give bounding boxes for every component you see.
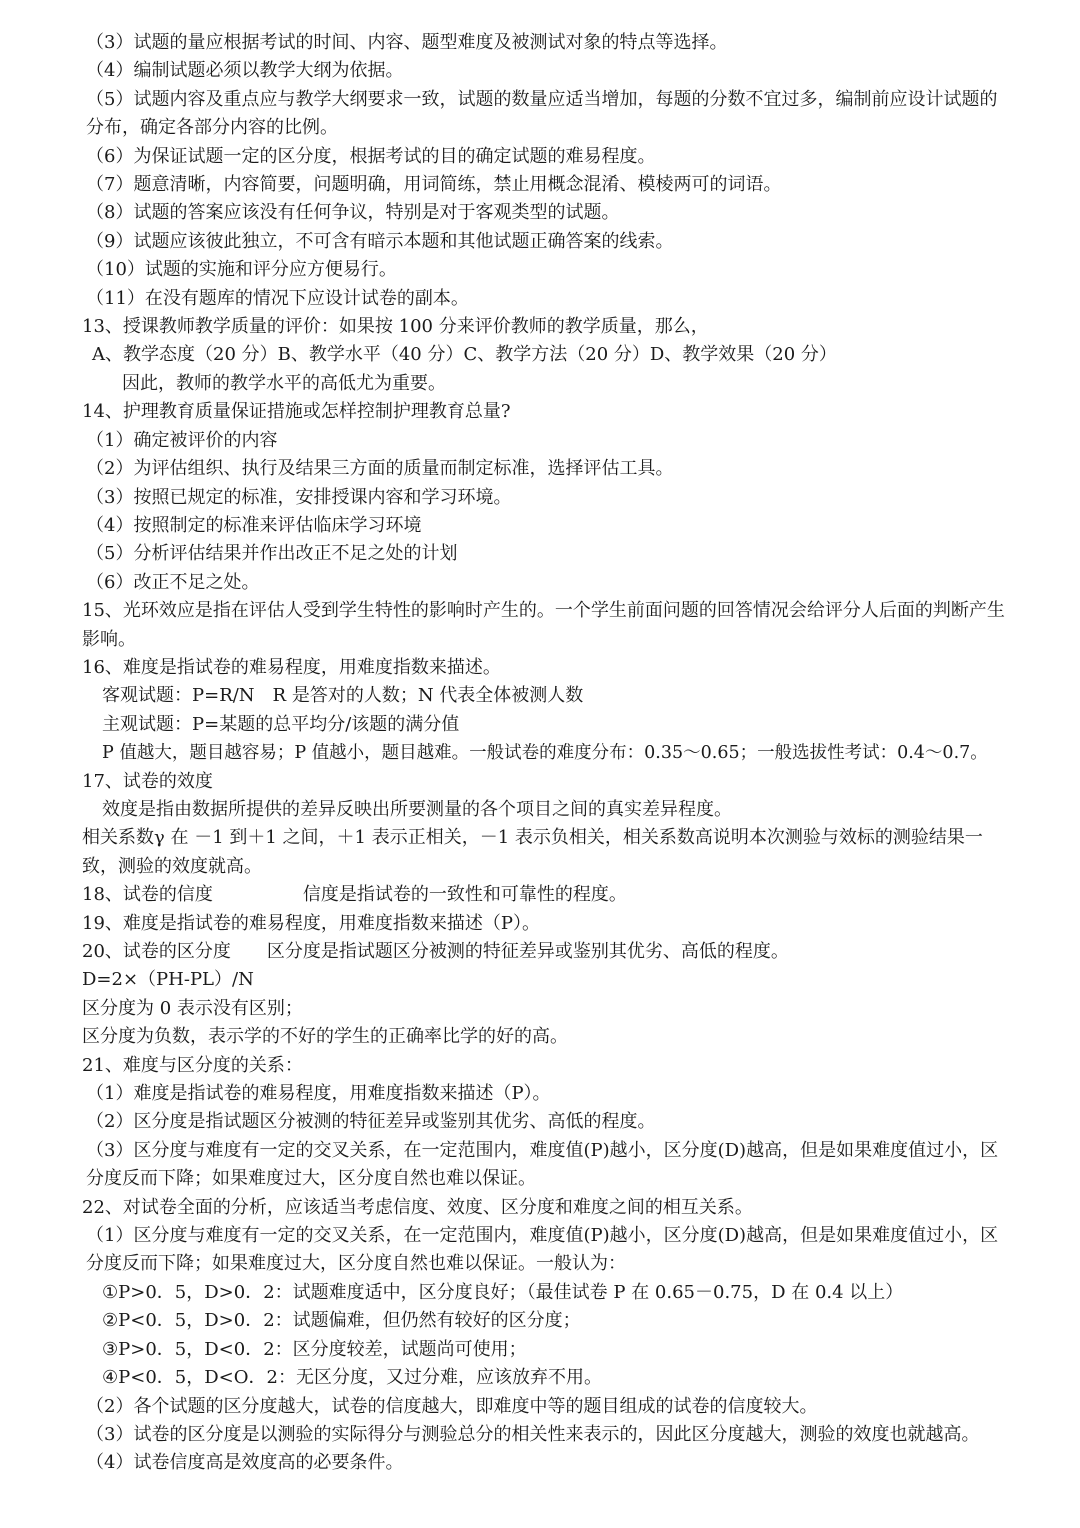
text-line: （1）区分度与难度有一定的交叉关系，在一定范围内，难度值(P)越小，区分度(D)越高，但是如果难度值过小，区分度反而下降；如果难度过大，区分度自然也难以保证。一般认为： bbox=[86, 1225, 999, 1275]
text-line: 21、难度与区分度的关系： bbox=[82, 1054, 303, 1076]
text-line: 区分度为 0 表示没有区别； bbox=[82, 997, 303, 1019]
text-line: （4）按照制定的标准来评估临床学习环境 bbox=[86, 514, 422, 536]
text-line: （4）试卷信度高是效度高的必要条件。 bbox=[86, 1452, 404, 1474]
text-line: 16、难度是指试卷的难易程度，用难度指数来描述。 bbox=[82, 656, 501, 678]
text-line: （4）编制试题必须以教学大纲为依据。 bbox=[86, 60, 404, 82]
text-line: （6）为保证试题一定的区分度，根据考试的目的确定试题的难易程度。 bbox=[86, 145, 656, 167]
text-line: （6）改正不足之处。 bbox=[86, 571, 260, 593]
text-line: 20、试卷的区分度 区分度是指试题区分被测的特征差异或鉴别其优劣、高低的程度。 bbox=[82, 941, 789, 962]
text-line: 13、授课教师教学质量的评价：如果按 100 分来评价教师的教学质量，那么， bbox=[82, 316, 709, 338]
text-line: （2）各个试题的区分度越大，试卷的信度越大，即难度中等的题目组成的试卷的信度较大。 bbox=[86, 1395, 818, 1417]
text-line: （2）为评估组织、执行及结果三方面的质量而制定标准，选择评估工具。 bbox=[86, 458, 674, 480]
text-line: （10）试题的实施和评分应方便易行。 bbox=[86, 259, 397, 281]
text-line: ②P<0．5，D>0．2：试题偏难，但仍然有较好的区分度； bbox=[102, 1310, 581, 1332]
text-line: 14、护理教育质量保证措施或怎样控制护理教育总量? bbox=[82, 401, 511, 423]
text-line: （5）分析评估结果并作出改正不足之处的计划 bbox=[86, 543, 458, 565]
text-line: 区分度为负数，表示学的不好的学生的正确率比学的好的高。 bbox=[82, 1026, 568, 1048]
text-line: 18、试卷的信度 信度是指试卷的一致性和可靠性的程度。 bbox=[82, 884, 627, 906]
text-line: P 值越大，题目越容易；P 值越小，题目越难。一般试卷的难度分布：0.35～0.65；一般选拔性考试：0.4～0.7。 bbox=[102, 743, 988, 764]
text-line: （8）试题的答案应该没有任何争议，特别是对于客观类型的试题。 bbox=[86, 202, 620, 224]
text-line: 效度是指由数据所提供的差异反映出所要测量的各个项目之间的真实差异程度。 bbox=[102, 798, 732, 820]
text-line: 相关系数γ 在 －1 到＋1 之间，＋1 表示正相关，－1 表示负相关，相关系数高说明本次测验与效标的测验结果一致，测验的效度就高。 bbox=[82, 827, 983, 877]
text-line: （1）确定被评价的内容 bbox=[86, 429, 278, 451]
text-line: 因此，教师的教学水平的高低尤为重要。 bbox=[122, 372, 446, 394]
text-line: 客观试题：P=R/N R 是答对的人数；N 代表全体被测人数 bbox=[102, 685, 584, 707]
text-line: （7）题意清晰，内容简要，问题明确，用词简练，禁止用概念混淆、模棱两可的词语。 bbox=[86, 174, 782, 196]
text-line: （2）区分度是指试题区分被测的特征差异或鉴别其优劣、高低的程度。 bbox=[86, 1111, 656, 1133]
text-line: （5）试题内容及重点应与教学大纲要求一致，试题的数量应适当增加，每题的分数不宜过多，编制前应设计试题的分布，确定各部分内容的比例。 bbox=[86, 88, 998, 139]
text-line: （11）在没有题库的情况下应设计试卷的副本。 bbox=[86, 287, 469, 309]
text-line: ①P>0．5，D>0．2：试题难度适中，区分度良好；（最佳试卷 P 在 0.65－0.75，D 在 0.4 以上） bbox=[102, 1281, 904, 1303]
text-line: （3）按照已规定的标准，安排授课内容和学习环境。 bbox=[86, 486, 512, 508]
text-line: （9）试题应该彼此独立，不可含有暗示本题和其他试题正确答案的线索。 bbox=[86, 230, 674, 252]
text-line: 19、难度是指试卷的难易程度，用难度指数来描述（P）。 bbox=[82, 912, 541, 934]
text-line: 22、对试卷全面的分析，应该适当考虑信度、效度、区分度和难度之间的相互关系。 bbox=[82, 1196, 753, 1218]
text-line: （1）难度是指试卷的难易程度，用难度指数来描述（P）。 bbox=[86, 1083, 551, 1105]
text-line: 17、试卷的效度 bbox=[82, 770, 213, 792]
text-line: D=2×（PH-PL）/N bbox=[82, 969, 254, 991]
text-line: 主观试题：P=某题的总平均分/该题的满分值 bbox=[102, 713, 460, 735]
text-line: （3）试题的量应根据考试的时间、内容、题型难度及被测试对象的特点等选择。 bbox=[86, 32, 728, 53]
text-line: ③P>0．5，D<0．2：区分度较差，试题尚可使用； bbox=[102, 1338, 527, 1360]
text-line: （3）区分度与难度有一定的交叉关系，在一定范围内，难度值(P)越小，区分度(D)越高，但是如果难度值过小，区分度反而下降；如果难度过大，区分度自然也难以保证。 bbox=[86, 1139, 999, 1190]
text-line: ④P<0．5，D<O．2：无区分度，又过分难，应该放弃不用。 bbox=[102, 1367, 602, 1389]
text-line: A、教学态度（20 分）B、教学水平（40 分）C、教学方法（20 分）D、教学效果（20 分） bbox=[92, 344, 837, 366]
text-line: （3）试卷的区分度是以测验的实际得分与测验总分的相关性来表示的，因此区分度越大，测验的效度也就越高。 bbox=[86, 1423, 980, 1445]
text-line: 15、光环效应是指在评估人受到学生特性的影响时产生的。一个学生前面问题的回答情况会给评分人后面的判断产生影响。 bbox=[82, 600, 1005, 650]
